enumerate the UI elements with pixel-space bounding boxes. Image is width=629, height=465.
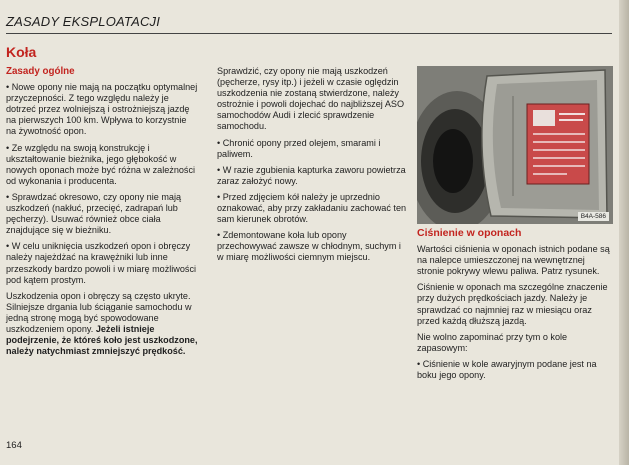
paragraph: • Zdemontowane koła lub opony przechowywać zawsze w chłodnym, suchym i w miarę możliwości ciemnym miejscu. (217, 230, 401, 263)
page-number: 164 (6, 440, 22, 451)
figure-tag: B4A-586 (578, 212, 609, 221)
header-rule (6, 33, 612, 34)
fuel-flap-illustration (417, 66, 613, 224)
paragraph: • Ciśnienie w kole awaryjnym podane jest na boku jego opony. (417, 358, 597, 381)
page-edge (619, 0, 629, 465)
paragraph: • Ze względu na swoją konstrukcję i ukształtowanie bieżnika, jego głębokość w nowych oponach może być różna w zależności od wykonania i producenta. (6, 142, 196, 186)
section-title: Koła (6, 44, 37, 60)
paragraph: • Sprawdzać okresowo, czy opony nie mają uszkodzeń (nakłuć, przecięć, zadrapań lub pęcherzy). Usuwać również obce ciała znajdujące się w bieżniku. (6, 191, 182, 236)
paragraph: Wartości ciśnienia w oponach istnich podane są na nalepce umieszczonej na wewnętrznej stronie pokrywy wlewu paliwa. Patrz rysunek. (417, 244, 610, 277)
paragraph: Nie wolno zapominać przy tym o kole zapasowym: (417, 331, 568, 353)
paragraph-warning (6, 291, 198, 358)
paragraph: • Nowe opony nie mają na początku optymalnej przyczepności. Z tego względu należy je dotrzeć przez wolniejszą i ostrożniejszą jazdę na pierwszych 100 km. Wpływa to korzystnie na żywotność opon. (6, 82, 198, 137)
paragraph: • W razie zgubienia kapturka zaworu powietrza zaraz założyć nowy. (217, 164, 406, 186)
column-right (417, 228, 613, 386)
subheading-tire-pressure: Ciśnienie w oponach (417, 227, 522, 239)
column-left (6, 66, 198, 362)
column-middle (217, 66, 407, 269)
paragraph: • Chronić opony przed olejem, smarami i paliwem. (217, 137, 381, 159)
paragraph: • W celu uniknięcia uszkodzeń opon i obręczy należy najeżdżać na krawężniki lub inne przeszkody bardzo powoli i w miarę możliwości pod kątem prostym. (6, 241, 197, 285)
paragraph-text: Uszkodzenia opon i obręczy są często ukryte. Silniejsze drgania lub ściąganie samochodu w jedną stronę mogą być spowodowane uszkodzeniem opony. (6, 290, 192, 334)
warning-text: Jeżeli istnieje podejrzenie, że któreś koło jest uszkodzone, należy natychmiast zmniejszyć prędkość. (6, 323, 198, 357)
paragraph: Sprawdzić, czy opony nie mają uszkodzeń (pęcherze, rysy itp.) i jeżeli w czasie oględzin uszkodzenia nie zostaną stwierdzone, należy ostrożnie i powoli dojechać do najbliższej ASO samochodów Audi i zlecić sprawdzenie samochodu. (217, 66, 405, 132)
fuel-flap-figure (417, 66, 613, 224)
header-title: ZASADY EKSPLOATACJI (6, 14, 161, 29)
paragraph: • Przed zdjęciem kół należy je uprzednio oznakować, aby przy zakładaniu zachować ten sam kierunek obrotów. (217, 191, 407, 225)
paragraph: Ciśnienie w oponach ma szczególne znaczenie przy dużych prędkościach jazdy. Należy je sprawdzać co najmniej raz w miesiącu oraz przed każdą dłuższą jazdą. (417, 282, 608, 326)
subheading-general: Zasady ogólne (6, 66, 75, 77)
